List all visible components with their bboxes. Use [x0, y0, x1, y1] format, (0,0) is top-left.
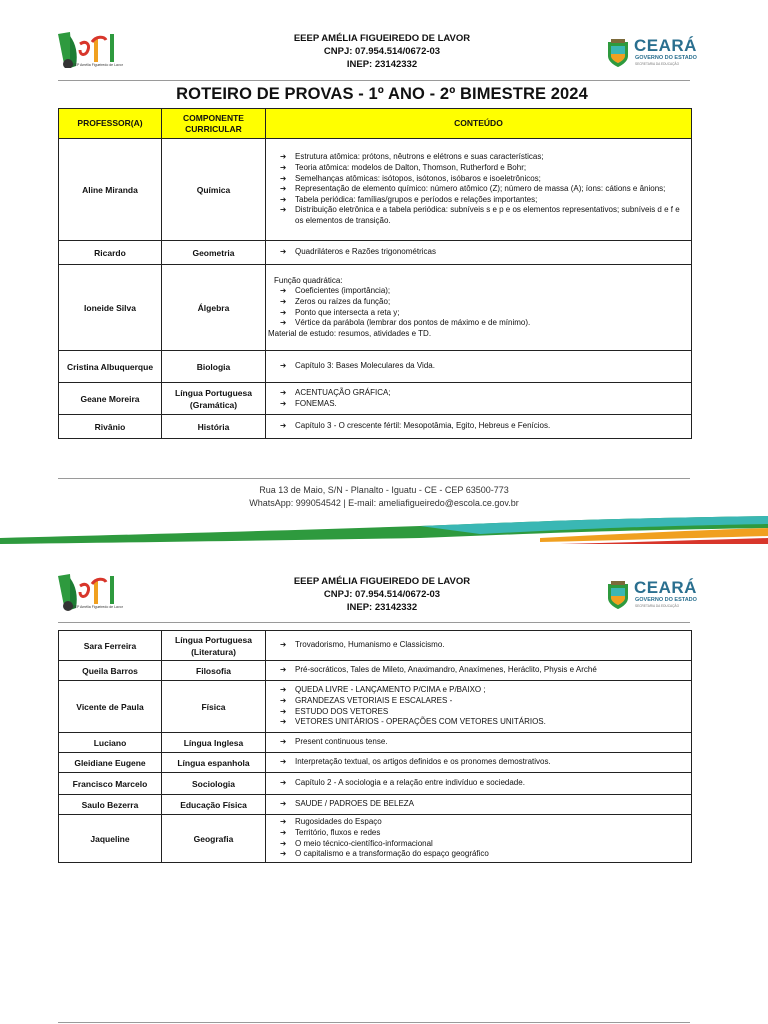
- list-item: ➔ Semelhanças atômicas: isótopos, isótonos, isóbaros e isoeletrônicos;: [280, 174, 685, 185]
- professor-cell: Sara Ferreira: [59, 631, 162, 661]
- list-item: ➔ Distribuição eletrônica e a tabela periódica: subníveis s e p e os elementos representativos; subníveis d e f e os elementos de transição.: [280, 205, 685, 226]
- table-row: [59, 753, 692, 773]
- professor-cell: Cristina Albuquerque: [59, 351, 162, 383]
- component-cell: Língua Portuguesa (Gramática): [162, 383, 266, 415]
- list-item: ➔ SAUDE / PADROES DE BELEZA: [280, 799, 685, 810]
- table-row: [59, 661, 692, 681]
- page-2: [0, 548, 768, 1024]
- component-cell: Educação Física: [162, 795, 266, 815]
- content-list: [266, 286, 691, 328]
- exam-table-2: [58, 630, 692, 863]
- list-item: ➔ O capitalismo e a transformação do espaço geográfico: [280, 849, 685, 860]
- list-item: ➔ Capítulo 3: Bases Moleculares da Vida.: [280, 361, 685, 372]
- content-list: [266, 817, 691, 859]
- list-item: ➔ Quadriláteros e Razões trigonométricas: [280, 247, 685, 258]
- professor-cell: Vicente de Paula: [59, 681, 162, 733]
- table-row: [59, 773, 692, 795]
- school-logo: [56, 572, 128, 616]
- table-row: [59, 265, 692, 351]
- list-item: ➔ Tabela periódica: famílias/grupos e períodos e relações importantes;: [280, 195, 685, 206]
- component-cell: Física: [162, 681, 266, 733]
- list-item: ➔ VETORES UNITÁRIOS - OPERAÇÕES COM VETORES UNITÁRIOS.: [280, 717, 685, 728]
- list-item: ➔ Coeficientes (importância);: [280, 286, 685, 297]
- content-list: [266, 778, 691, 789]
- content-cell: [266, 753, 692, 773]
- school-logo-caption: EEEP Amélia Figueiredo de Lavor: [70, 605, 123, 609]
- ceara-logo: [606, 578, 706, 618]
- content-list: [266, 757, 691, 768]
- list-item: ➔ ESTUDO DOS VETORES: [280, 707, 685, 718]
- header-divider: [58, 622, 690, 623]
- professor-cell: Geane Moreira: [59, 383, 162, 415]
- table-row: [59, 351, 692, 383]
- component-cell: Língua Portuguesa (Literatura): [162, 631, 266, 661]
- ceara-shield-icon: [606, 578, 630, 610]
- list-item: ➔ Rugosidades do Espaço: [280, 817, 685, 828]
- list-item: ➔ Capítulo 3 - O crescente fértil: Mesopotâmia, Egito, Hebreus e Fenícios.: [280, 421, 685, 432]
- list-item: ➔ QUEDA LIVRE - LANÇAMENTO P/CIMA e P/BAIXO ;: [280, 685, 685, 696]
- list-item: ➔ ACENTUAÇÃO GRÁFICA;: [280, 388, 685, 399]
- component-cell: Filosofia: [162, 661, 266, 681]
- professor-cell: Rivânio: [59, 415, 162, 439]
- content-list: [266, 640, 691, 651]
- component-cell: História: [162, 415, 266, 439]
- component-cell: Álgebra: [162, 265, 266, 351]
- footer-contact: WhatsApp: 999054542 | E-mail: ameliafigueiredo@escola.ce.gov.br: [249, 498, 519, 508]
- component-cell: Língua espanhola: [162, 753, 266, 773]
- content-cell: [266, 139, 692, 241]
- school-cnpj: CNPJ: 07.954.514/0672-03: [323, 589, 441, 600]
- school-header: [220, 32, 544, 71]
- content-cell: [266, 681, 692, 733]
- professor-cell: Gleidiane Eugene: [59, 753, 162, 773]
- content-cell: [266, 415, 692, 439]
- ceara-subtitle-2: SECRETARIA DA EDUCAÇÃO: [635, 604, 680, 608]
- content-cell: [266, 351, 692, 383]
- table-row: [59, 795, 692, 815]
- school-inep: INEP: 23142332: [346, 602, 418, 613]
- ceara-subtitle-2: SECRETARIA DA EDUCAÇÃO: [635, 62, 680, 66]
- footer-wave: [0, 504, 768, 544]
- exam-table-1: [58, 108, 692, 439]
- table-row: [59, 815, 692, 863]
- footer-address: Rua 13 de Maio, S/N - Planalto - Iguatu - CE - CEP 63500-773: [259, 485, 509, 495]
- list-item: ➔ Vértice da parábola (lembrar dos pontos de máximo e de mínimo).: [280, 318, 685, 329]
- list-item: ➔ GRANDEZAS VETORIAIS E ESCALARES -: [280, 696, 685, 707]
- content-cell: [266, 815, 692, 863]
- table-row: [59, 139, 692, 241]
- table-row: [59, 383, 692, 415]
- list-item: ➔ Teoria atômica: modelos de Dalton, Thomson, Rutherford e Bohr;: [280, 163, 685, 174]
- table-row: [59, 415, 692, 439]
- school-logo: [56, 30, 128, 74]
- header-professor: PROFESSOR(A): [59, 109, 162, 139]
- content-list: [266, 361, 691, 372]
- list-item: ➔ Pré-socráticos, Tales de Mileto, Anaximandro, Anaxímenes, Heráclito, Physis e Arché: [280, 665, 685, 676]
- component-cell: Geografia: [162, 815, 266, 863]
- school-logo-caption: EEEP Amélia Figueiredo de Lavor: [70, 63, 123, 67]
- ceara-shield-icon: [606, 36, 630, 68]
- professor-cell: Luciano: [59, 733, 162, 753]
- header-content: CONTEÚDO: [266, 109, 692, 139]
- ceara-subtitle: GOVERNO DO ESTADO: [635, 597, 697, 603]
- footer-divider: [58, 478, 690, 479]
- content-list: [266, 247, 691, 258]
- ceara-title: CEARÁ: [634, 36, 697, 55]
- professor-cell: Francisco Marcelo: [59, 773, 162, 795]
- content-cell: [266, 773, 692, 795]
- list-item: ➔ Zeros ou raízes da função;: [280, 297, 685, 308]
- table-header-row: [59, 109, 692, 139]
- content-list: [266, 685, 691, 727]
- list-item: ➔ Ponto que intersecta a reta y;: [280, 308, 685, 319]
- page-title: ROTEIRO DE PROVAS - 1º ANO - 2º BIMESTRE 2024: [176, 85, 588, 103]
- professor-cell: Ioneide Silva: [59, 265, 162, 351]
- ceara-title: CEARÁ: [634, 578, 697, 597]
- content-cell: [266, 383, 692, 415]
- list-item: ➔ FONEMAS.: [280, 399, 685, 410]
- component-cell: Biologia: [162, 351, 266, 383]
- table-row: [59, 733, 692, 753]
- list-item: ➔ Interpretação textual, os artigos definidos e os pronomes demostrativos.: [280, 757, 685, 768]
- table-body-2: [59, 631, 692, 863]
- component-cell: Sociologia: [162, 773, 266, 795]
- content-list: [266, 152, 691, 226]
- list-item: ➔ Estrutura atômica: prótons, nêutrons e elétrons e suas características;: [280, 152, 685, 163]
- school-cnpj: CNPJ: 07.954.514/0672-03: [323, 46, 441, 57]
- table-row: [59, 241, 692, 265]
- content-cell: [266, 795, 692, 815]
- content-list: [266, 421, 691, 432]
- component-cell: Geometria: [162, 241, 266, 265]
- professor-cell: Saulo Bezerra: [59, 795, 162, 815]
- professor-cell: Jaqueline: [59, 815, 162, 863]
- content-list: [266, 388, 691, 409]
- professor-cell: Aline Miranda: [59, 139, 162, 241]
- list-item: ➔ Capítulo 2 - A sociologia e a relação entre indivíduo e sociedade.: [280, 778, 685, 789]
- component-cell: Língua Inglesa: [162, 733, 266, 753]
- list-item: ➔ Present continuous tense.: [280, 737, 685, 748]
- content-note: Material de estudo: resumos, atividades e TD.: [268, 328, 432, 338]
- content-cell: [266, 241, 692, 265]
- school-name: EEEP AMÉLIA FIGUEIREDO DE LAVOR: [293, 576, 471, 587]
- content-list: [266, 799, 691, 810]
- school-name: EEEP AMÉLIA FIGUEIREDO DE LAVOR: [293, 33, 471, 44]
- professor-cell: Ricardo: [59, 241, 162, 265]
- school-header: [220, 575, 544, 614]
- school-inep: INEP: 23142332: [346, 59, 418, 70]
- list-item: ➔ O meio técnico-científico-informacional: [280, 839, 685, 850]
- footer-divider: [58, 1022, 690, 1023]
- list-item: ➔ Representação de elemento químico: número atômico (Z); número de massa (A); íons: cátions e ânions;: [280, 184, 685, 195]
- content-cell: [266, 631, 692, 661]
- professor-cell: Queila Barros: [59, 661, 162, 681]
- table-row: [59, 631, 692, 661]
- table-row: [59, 681, 692, 733]
- ceara-subtitle: GOVERNO DO ESTADO: [635, 55, 697, 61]
- content-cell: [266, 661, 692, 681]
- list-item: ➔ Território, fluxos e redes: [280, 828, 685, 839]
- content-cell: [266, 265, 692, 351]
- list-item: ➔ Trovadorismo, Humanismo e Classicismo.: [280, 640, 685, 651]
- header-component: COMPONENTE CURRICULAR: [162, 109, 266, 139]
- ceara-logo: [606, 36, 706, 76]
- header-divider: [58, 80, 690, 81]
- content-list: [266, 665, 691, 676]
- table-body-1: [59, 139, 692, 439]
- component-cell: Química: [162, 139, 266, 241]
- content-cell: [266, 733, 692, 753]
- content-list: [266, 737, 691, 748]
- content-intro: Função quadrática:: [274, 275, 343, 285]
